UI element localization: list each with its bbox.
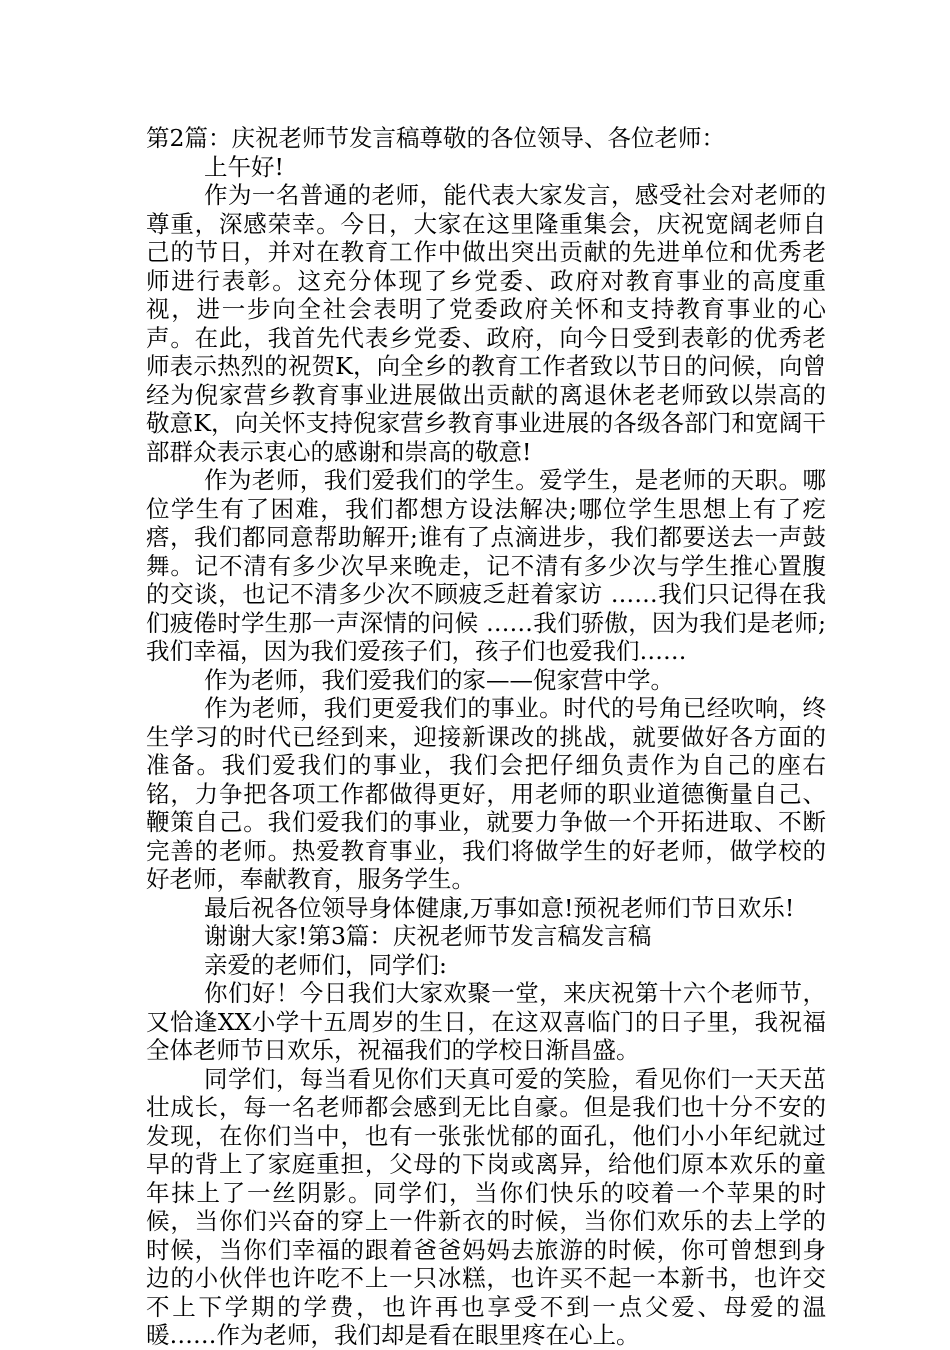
paragraph-body: 作为一名普通的老师，能代表大家发言，感受社会对老师的尊重，深感荣幸。今日，大家在这里隆重集会，庆祝宽阔老师自己的节日，并对在教育工作中做出突出贡献的先进单位和优秀老师进行表彰。这充分体现了乡党委、政府对教育事业的高度重视，进一步向全社会表明了党委政府关怀和支持教育事业的心声。在此，我首先代表乡党委、政府，向今日受到表彰的优秀老师表示热烈的祝贺K，向全乡的教育工作者致以节日的问候，向曾经为倪家营乡教育事业进展做出贡献的离退休老老师致以崇高的敬意K，向关怀支持倪家营乡教育事业进展的各级各部门和宽阔干部群众表示衷心的感谢和崇高的敬意!	[146, 181, 826, 466]
paragraph-body: 同学们，每当看见你们天真可爱的笑脸，看见你们一天天茁壮成长，每一名老师都会感到无比自豪。但是我们也十分不安的发现，在你们当中，也有一张张忧郁的面孔，他们小小年纪就过早的背上了家庭重担，父母的下岗或离异，给他们原本欢乐的童年抹上了一丝阴影。同学们，当你们快乐的咬着一个苹果的时候，当你们兴奋的穿上一件新衣的时候，当你们欢乐的去上学的时候，当你们幸福的跟着爸爸妈妈去旅游的时候，你可曾想到身边的小伙伴也许吃不上一只冰糕，也许买不起一本新书，也许交不上下学期的学费，也许再也享受不到一点父爱、母爱的温暖……作为老师，我们却是看在眼里疼在心上。	[146, 1064, 826, 1349]
paragraph-body: 你们好！今日我们大家欢聚一堂，来庆祝第十六个老师节，又恰逢XX小学十五周岁的生日，在这双喜临门的日子里，我祝福全体老师节日欢乐，祝福我们的学校日渐昌盛。	[146, 979, 826, 1064]
paragraph-body: 作为老师，我们爱我们的学生。爱学生，是老师的天职。哪位学生有了困难，我们都想方设法解决;哪位学生思想上有了疙瘩，我们都同意帮助解开;谁有了点滴进步，我们都要送去一声鼓舞。记不清有多少次早来晚走，记不清有多少次与学生推心置腹的交谈，也记不清多少次不顾疲乏赶着家访 ……我们只记得在我们疲倦时学生那一声深情的问候 ……我们骄傲，因为我们是老师;我们幸福，因为我们爱孩子们，孩子们也爱我们……	[146, 466, 826, 665]
paragraph-body: 作为老师，我们更爱我们的事业。时代的号角已经吹响，终生学习的时代已经到来，迎接新课改的挑战，就要做好各方面的准备。我们爱我们的事业，我们会把仔细负责作为自己的座右铭，力争把各项工作都做得更好，用老师的职业道德衡量自己、鞭策自己。我们爱我们的事业，就要力争做一个开拓进取、不断完善的老师。热爱教育事业，我们将做学生的好老师，做学校的好老师，奉献教育，服务学生。	[146, 694, 826, 893]
paragraph-heading: 第2篇：庆祝老师节发言稿尊敬的各位领导、各位老师：	[146, 124, 725, 152]
document-body	[146, 124, 826, 1350]
paragraph-section-title: 谢谢大家!第3篇：庆祝老师节发言稿发言稿	[204, 922, 652, 950]
paragraph-body: 作为老师，我们爱我们的家——倪家营中学。	[204, 665, 674, 694]
paragraph-greeting: 上午好!	[204, 152, 284, 181]
paragraph-salutation: 亲爱的老师们，同学们:	[204, 950, 447, 979]
paragraph-closing: 最后祝各位领导身体健康,万事如意!预祝老师们节日欢乐!	[204, 893, 795, 922]
